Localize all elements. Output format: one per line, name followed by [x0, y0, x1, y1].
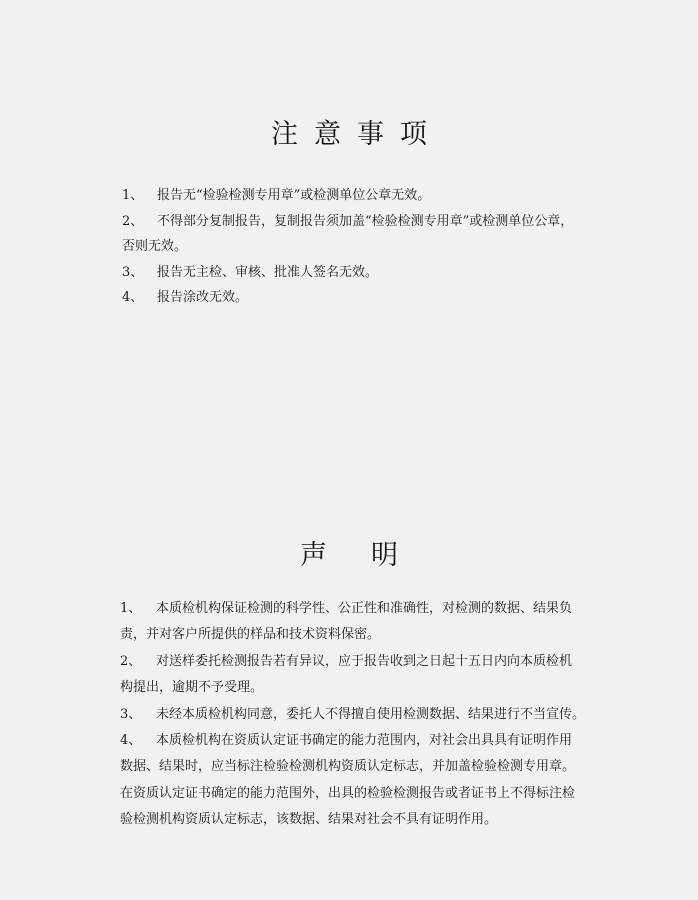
statement-title-char: 明 [371, 540, 398, 571]
statement-list [120, 596, 592, 834]
notice-list [122, 183, 592, 311]
item-text: 报告涂改无效。 [157, 290, 249, 305]
item-number: 2、 [122, 213, 144, 229]
item-text: 未经本质检机构同意，委托人不得擅自使用检测数据、结果进行不当宣传。 [156, 706, 586, 722]
item-text: 本质检机构在资质认定证书确定的能力范围内，对社会出具具有证明作用 [156, 733, 573, 749]
statement-item [120, 649, 592, 702]
statement-item [120, 702, 592, 728]
item-text-continued: 否则无效。 [122, 239, 188, 254]
notice-item [122, 183, 592, 209]
notice-title-char: 事 [357, 119, 384, 150]
item-text: 报告无主检、审核、批准人签名无效。 [157, 264, 379, 280]
notice-item [122, 285, 592, 311]
item-text: 本质检机构保证检测的科学性、公正性和准确性，对检测的数据、结果负 [156, 601, 573, 616]
item-number: 2、 [120, 653, 142, 669]
item-number: 4、 [122, 290, 144, 305]
item-number: 3、 [120, 706, 142, 722]
notice-title [0, 112, 698, 151]
item-text-continued: 数据、结果时，应当标注检验检测机构资质认定标志，并加盖检验检测专用章。 [120, 759, 576, 775]
item-number: 1、 [122, 188, 144, 203]
item-number: 3、 [122, 264, 144, 280]
statement-title-char: 声 [300, 540, 327, 571]
statement-item [120, 596, 592, 649]
notice-title-char: 项 [400, 119, 427, 150]
statement-title [0, 533, 698, 572]
notice-item [122, 209, 592, 260]
notice-title-char: 意 [314, 119, 341, 150]
item-text-continued: 责，并对客户所提供的样品和技术资料保密。 [120, 627, 381, 643]
item-text: 不得部分复制报告，复制报告须加盖“检验检测专用章”或检测单位公章， [157, 213, 574, 229]
item-number: 4、 [120, 733, 142, 749]
item-text-continued: 在资质认定证书确定的能力范围外，出具的检验检测报告或者证书上不得标注检 [120, 785, 576, 801]
item-text: 对送样委托检测报告若有异议，应于报告收到之日起十五日内向本质检机 [156, 653, 573, 669]
item-text-continued: 构提出，逾期不予受理。 [120, 680, 264, 696]
notice-title-char: 注 [271, 119, 298, 150]
item-number: 1、 [120, 601, 142, 616]
statement-item [120, 728, 592, 834]
item-text: 报告无“检验检测专用章”或检测单位公章无效。 [157, 188, 431, 203]
notice-item [122, 260, 592, 286]
item-text-continued: 验检测机构资质认定标志，该数据、结果对社会不具有证明作用。 [120, 812, 498, 828]
